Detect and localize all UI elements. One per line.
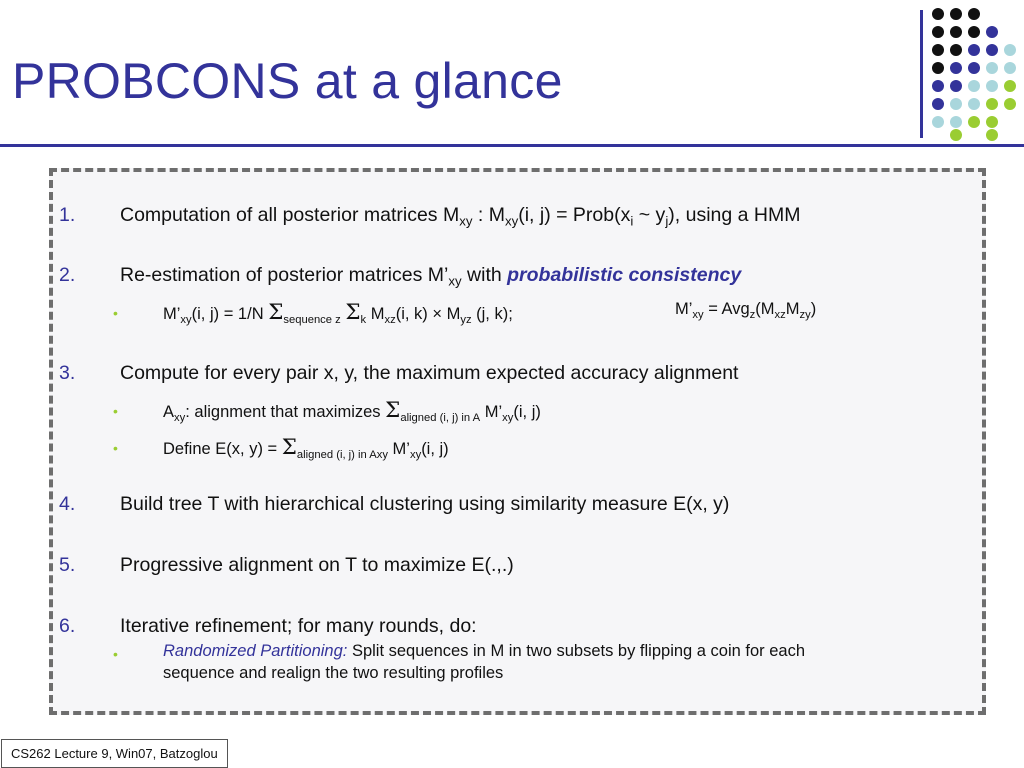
- item-3-text: Compute for every pair x, y, the maximum expected accuracy alignment: [120, 362, 739, 384]
- dot: [950, 8, 962, 20]
- dot: [932, 116, 944, 128]
- item-number: 4.: [59, 493, 76, 515]
- dot: [950, 129, 962, 141]
- item-number: 6.: [59, 615, 76, 637]
- item-number: 3.: [59, 362, 76, 384]
- dot: [968, 44, 980, 56]
- dot: [986, 98, 998, 110]
- dot: [950, 44, 962, 56]
- item-number: 1.: [59, 204, 76, 226]
- probabilistic-consistency-emphasis: probabilistic consistency: [507, 264, 742, 286]
- dot: [1004, 62, 1016, 74]
- corner-vertical-rule: [920, 10, 923, 138]
- decorative-dot-grid: [928, 4, 1024, 140]
- bullet-icon: •: [113, 305, 118, 321]
- item-2-text: Re-estimation of posterior matrices $M’_{xy}$ with probabilistic consistency: [120, 264, 742, 289]
- dot: [968, 26, 980, 38]
- item-1-text: Computation of all posterior matrices $M_{xy}$ : $M_{xy}(i$, $j) = Prob(x_i$ ~ $y_j$), using a HMM: [120, 204, 801, 229]
- bullet-icon: •: [113, 646, 118, 662]
- dot: [950, 98, 962, 110]
- item-number: 5.: [59, 554, 76, 576]
- dot: [950, 80, 962, 92]
- dot: [932, 26, 944, 38]
- dot: [986, 129, 998, 141]
- dot: [1004, 98, 1016, 110]
- dot: [932, 98, 944, 110]
- dot: [986, 26, 998, 38]
- title-divider: [0, 144, 1024, 147]
- item-5-text: Progressive alignment on T to maximize E(.,.): [120, 554, 514, 576]
- item-3-sub-a: $A_{xy}$: alignment that maximizes $\Sigma_{aligned (i, j) in A}$ $M’_{xy}(i$, j): [163, 398, 541, 424]
- item-6-sub-line1: Randomized Partitioning: Split sequences in M in two subsets by flipping a coin for each: [163, 642, 806, 660]
- dot: [932, 44, 944, 56]
- slide-title: PROBCONS at a glance: [12, 53, 563, 109]
- dot: [932, 8, 944, 20]
- item-number: 2.: [59, 264, 76, 286]
- dot: [986, 116, 998, 128]
- item-6-text: Iterative refinement; for many rounds, do:: [120, 615, 477, 637]
- dot: [1004, 44, 1016, 56]
- dot: [968, 98, 980, 110]
- dot: [968, 8, 980, 20]
- dot: [950, 116, 962, 128]
- bullet-icon: •: [113, 403, 118, 419]
- dot: [986, 44, 998, 56]
- dot: [968, 80, 980, 92]
- dot: [986, 80, 998, 92]
- dot: [932, 80, 944, 92]
- item-4-text: Build tree T with hierarchical clustering using similarity measure E(x, y): [120, 493, 730, 515]
- item-6-sub-line2: sequence and realign the two resulting profiles: [163, 664, 504, 682]
- dot: [950, 26, 962, 38]
- item-2-formula: $M’_{xy}(i$, j) = 1/N $\Sigma_{sequence z}$ $\Sigma_k$ $M_{xz}(i$, $k) \times M_{yz}$ (j, k);: [163, 300, 513, 326]
- bullet-icon: •: [113, 440, 118, 456]
- dot: [968, 116, 980, 128]
- item-2-avg-formula: $M’_{xy} = Avg_z(M_{xz}M_{zy})$: [675, 300, 817, 321]
- dot: [1004, 80, 1016, 92]
- dot: [932, 62, 944, 74]
- item-3-sub-b: Define E(x, $y) = \Sigma_{aligned (i, j) in Axy}$ $M’_{xy}(i$, j): [163, 435, 449, 461]
- dot: [950, 62, 962, 74]
- dot: [968, 62, 980, 74]
- footer-caption: CS262 Lecture 9, Win07, Batzoglou: [1, 739, 228, 768]
- dot: [986, 62, 998, 74]
